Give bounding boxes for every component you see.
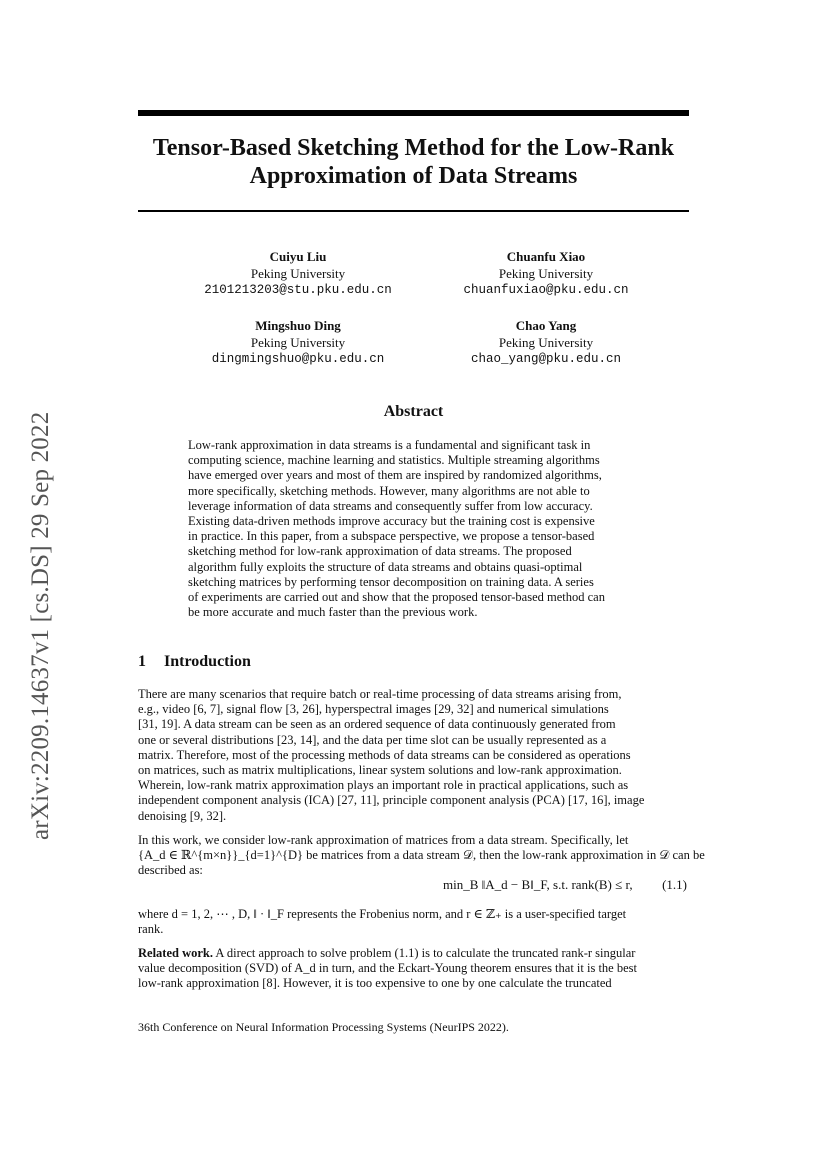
abstract-line: Existing data-driven methods improve accuracy but the training cost is expensive [188, 514, 595, 529]
arxiv-stamp: arXiv:2209.14637v1 [cs.DS] 29 Sep 2022 [27, 411, 54, 840]
text-line: Wherein, low-rank matrix approximation plays an important role in practical applications, such as [138, 778, 629, 793]
author-email[interactable]: chuanfuxiao@pku.edu.cn [463, 283, 629, 297]
author-affiliation: Peking University [250, 265, 346, 281]
author-block [396, 318, 696, 368]
author-affiliation: Peking University [498, 265, 594, 281]
abstract-line: of experiments are carried out and show that the proposed tensor-based method can [188, 590, 605, 605]
abstract-line: have emerged over years and most of them are inspired by randomized algorithms, [188, 468, 602, 483]
abstract-line: computing science, machine learning and statistics. Multiple streaming algorithms [188, 453, 600, 468]
abstract-line: sketching matrices by performing tensor decomposition on training data. A series [188, 574, 594, 589]
abstract-line: more specifically, sketching methods. However, many algorithms are not able to [188, 483, 590, 498]
author-name: Chuanfu Xiao [506, 249, 586, 264]
text-line [138, 946, 689, 961]
title-line: Tensor-Based Sketching Method for the Low-Rank [152, 135, 675, 161]
text-line: where d = 1, 2, ⋯ , D, ‖ · ‖_F represents the Frobenius norm, and r ∈ ℤ₊ is a user-specified target [138, 907, 627, 921]
author-name: Cuiyu Liu [269, 249, 327, 264]
related-work-label: Related work. [138, 946, 213, 960]
section-heading [138, 653, 251, 671]
equation-expression: min_B ‖A_d − B‖_F, s.t. rank(B) ≤ r, [443, 877, 633, 892]
text-line: rank. [138, 922, 164, 937]
intro-paragraph [138, 833, 705, 879]
related-work-paragraph [138, 946, 689, 992]
abstract-line: in practice. In this paper, from a subspace perspective, we propose a tensor-based [188, 529, 595, 544]
title-line: Approximation of Data Streams [249, 163, 578, 189]
title-top-rule [138, 110, 689, 116]
text-line: on matrices, such as matrix multiplications, linear system solutions and low-rank approximation. [138, 763, 622, 778]
author-block [396, 249, 696, 299]
text-line: In this work, we consider low-rank approximation of matrices from a data stream. Specifically, let [138, 833, 629, 847]
author-email[interactable]: 2101213203@stu.pku.edu.cn [204, 283, 392, 297]
text-line: There are many scenarios that require batch or real-time processing of data streams arising from, [138, 687, 622, 701]
equation-number: (1.1) [662, 877, 687, 892]
conference-footer: 36th Conference on Neural Information Processing Systems (NeurIPS 2022). [138, 1020, 509, 1034]
abstract-line: leverage information of data streams and consequently suffer from low accuracy. [188, 498, 593, 513]
intro-paragraph [138, 907, 689, 937]
abstract-heading: Abstract [383, 403, 444, 420]
text-line: low-rank approximation [8]. However, it is too expensive to one by one calculate the truncated [138, 976, 612, 991]
abstract-body [188, 438, 640, 620]
author-affiliation: Peking University [498, 334, 594, 350]
author-name: Mingshuo Ding [255, 318, 341, 333]
title-bottom-rule [138, 210, 689, 212]
equation [138, 877, 689, 897]
text-line: [31, 19]. A data stream can be seen as an ordered sequence of data continuously generated from [138, 717, 616, 732]
abstract-line: Low-rank approximation in data streams is a fundamental and significant task in [188, 438, 591, 452]
text-line: described as: [138, 863, 203, 878]
text-line: e.g., video [6, 7], signal flow [3, 26], hyperspectral images [29, 32] and numerical simulations [138, 702, 609, 717]
text-line: matrix. Therefore, most of the processing methods of data streams can be considered as operations [138, 747, 631, 762]
text-line: denoising [9, 32]. [138, 808, 227, 823]
section-title: Introduction [164, 653, 251, 670]
text-line: value decomposition (SVD) of A_d in turn, and the Eckart-Young theorem ensures that it is the best [138, 961, 637, 976]
text-line: one or several distributions [23, 14], and the data per time slot can be usually represented as a [138, 732, 607, 747]
author-email[interactable]: chao_yang@pku.edu.cn [470, 352, 622, 366]
paper-title [138, 134, 689, 190]
author-name: Chao Yang [515, 318, 577, 333]
text-line: independent component analysis (ICA) [27, 11], principle component analysis (PCA) [17, 16], image [138, 793, 645, 808]
abstract-line: sketching method for low-rank approximation of data streams. The proposed [188, 544, 572, 559]
abstract-line: be more accurate and much faster than the previous work. [188, 605, 478, 620]
related-work-text: A direct approach to solve problem (1.1) is to calculate the truncated rank-r singular [213, 946, 636, 960]
author-email[interactable]: dingmingshuo@pku.edu.cn [211, 352, 385, 366]
text-line: {A_d ∈ ℝ^{m×n}}_{d=1}^{D} be matrices from a data stream 𝒟, then the low-rank approximation in 𝒟 can be [138, 848, 705, 863]
abstract-line: algorithm fully exploits the structure of data streams and obtains quasi-optimal [188, 559, 583, 574]
section-number: 1 [138, 653, 146, 670]
author-affiliation: Peking University [250, 334, 346, 350]
intro-paragraph [138, 687, 689, 824]
